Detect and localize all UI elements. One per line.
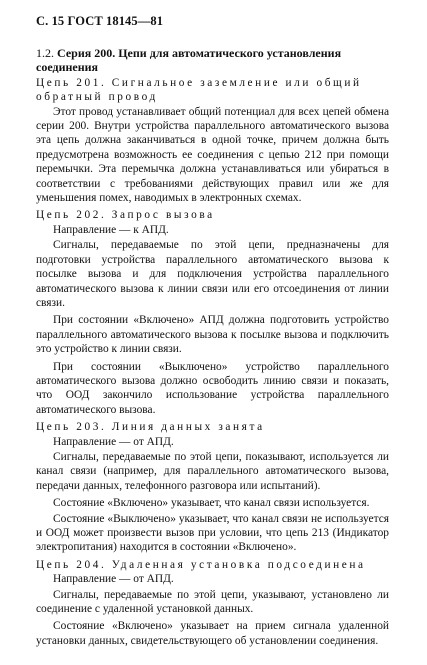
section-heading — [36, 46, 389, 75]
circuit-title: Цепь 203. Линия данных занята — [36, 421, 265, 434]
paragraph: При состоянии «Выключено» устройство параллельного автоматического вызова должно освободить линию связи и показать, что ООД закончило использование устройства параллельного автоматического вызова. — [36, 360, 389, 416]
paragraph: Состояние «Включено» указывает на прием сигнала удаленной установки данных, свидетельствующего об установлении соединения. — [36, 620, 389, 647]
circuit-title: Цепь 201. Сигнальное заземление или общий обратный провод — [36, 76, 362, 104]
circuit-204 — [36, 558, 389, 648]
section-number: 1.2. — [36, 46, 54, 60]
paragraph: Сигналы, передаваемые по этой цепи, показывают, используется ли канал связи (например, для параллельного автоматического вызова, передачи данных, телефонного разговора или испытаний). — [36, 450, 389, 492]
circuit-201 — [36, 76, 389, 206]
paragraph: Состояние «Включено» указывает, что канал связи используется. — [53, 497, 370, 510]
circuit-203 — [36, 420, 389, 555]
page-header: С. 15 ГОСТ 18145—81 — [36, 14, 164, 28]
circuit-title: Цепь 204. Удаленная установка подсоединена — [36, 558, 366, 571]
paragraph: Состояние «Выключено» указывает, что канал связи не используется и ООД может произвести вызов при условии, что цепь 213 (Индикатор электропитания) находится в состоянии «Включено». — [36, 512, 389, 554]
paragraph: Направление — к АПД. — [53, 223, 169, 236]
section-title: Серия 200. Цепи для автоматического установления соединения — [36, 46, 342, 75]
circuit-202 — [36, 208, 389, 417]
circuit-title: Цепь 202. Запрос вызова — [36, 209, 215, 222]
paragraph: Сигналы, передаваемые по этой цепи, указывают, установлено ли соединение с удаленной установкой данных. — [36, 588, 389, 616]
paragraph: Этот провод устанавливает общий потенциал для всех цепей обмена серии 200. Внутри устройства параллельного автоматического вызова эта цепь должна заканчиваться в одной точке, причем должна быть предусмотрена возможность ее соединения с цепью 212 при помощи перемычки. Эта перемычка должна устанавливаться или убираться в соответствии с требованиями действующих правил или же для уменьшения помех, наводимых в электронных схемах. — [36, 105, 389, 205]
paragraph: Сигналы, передаваемые по этой цепи, предназначены для подготовки устройства параллельного автоматического вызова к посылке вызова и для подключения устройства параллельного автоматического вызова к линии связи или его отсоединения от линии связи. — [36, 239, 389, 309]
paragraph: Направление — от АПД. — [53, 573, 174, 586]
paragraph: При состоянии «Включено» АПД должна подготовить устройство параллельного автоматического вызова к посылке вызова и подключить это устройство к линии связи. — [36, 314, 389, 356]
paragraph: Направление — от АПД. — [53, 435, 174, 448]
